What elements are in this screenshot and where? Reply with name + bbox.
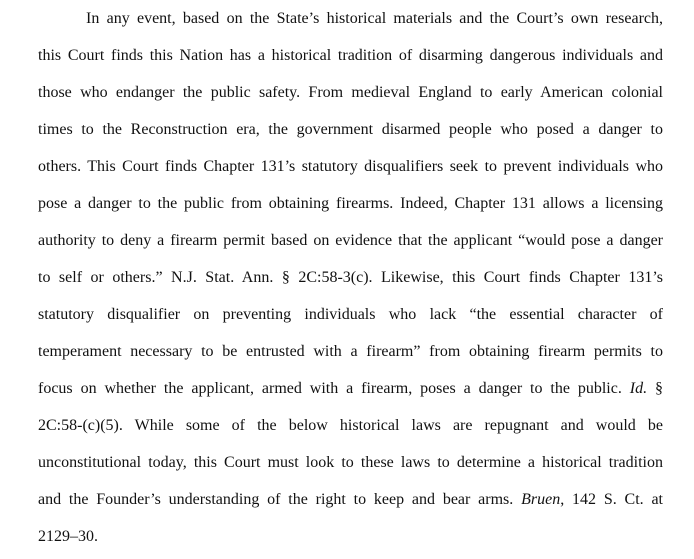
paragraph-line-3: those who endanger the public safety. From medieval England to early American colonial [38,84,663,101]
paragraph-line-12: 2C:58-(c)(5). While some of the below historical laws are repugnant and would be [38,417,663,434]
citation-bruen: Bruen [521,491,561,508]
paragraph-line-1: In any event, based on the State’s historical materials and the Court’s own research, [86,10,663,27]
paragraph-line-14: and the Founder’s understanding of the right to keep and bear arms. Bruen, 142 S. Ct. at [38,491,664,508]
paragraph-line-5: others. This Court finds Chapter 131’s statutory disqualifiers seek to prevent individuals who [38,158,663,175]
paragraph-line-9: statutory disqualifier on preventing individuals who lack “the essential character of [38,306,663,323]
paragraph-line-2: this Court finds this Nation has a historical tradition of disarming dangerous individuals and [38,47,663,64]
paragraph-line-8: to self or others.” N.J. Stat. Ann. § 2C:58-3(c). Likewise, this Court finds Chapter 131’s [38,269,663,286]
paragraph-line-4: times to the Reconstruction era, the government disarmed people who posed a danger to [38,121,663,138]
paragraph-line-15: 2129–30. [38,528,98,545]
paragraph-line-13: unconstitutional today, this Court must look to these laws to determine a historical tradition [38,454,663,471]
paragraph-line-6: pose a danger to the public from obtaining firearms. Indeed, Chapter 131 allows a licensing [38,195,663,212]
citation-id: Id. [629,380,648,397]
paragraph-line-11: focus on whether the applicant, armed with a firearm, poses a danger to the public. Id. § [38,380,664,397]
paragraph-line-7: authority to deny a firearm permit based on evidence that the applicant “would pose a danger [38,232,663,249]
paragraph-line-10: temperament necessary to be entrusted with a firearm” from obtaining firearm permits to [38,343,663,360]
